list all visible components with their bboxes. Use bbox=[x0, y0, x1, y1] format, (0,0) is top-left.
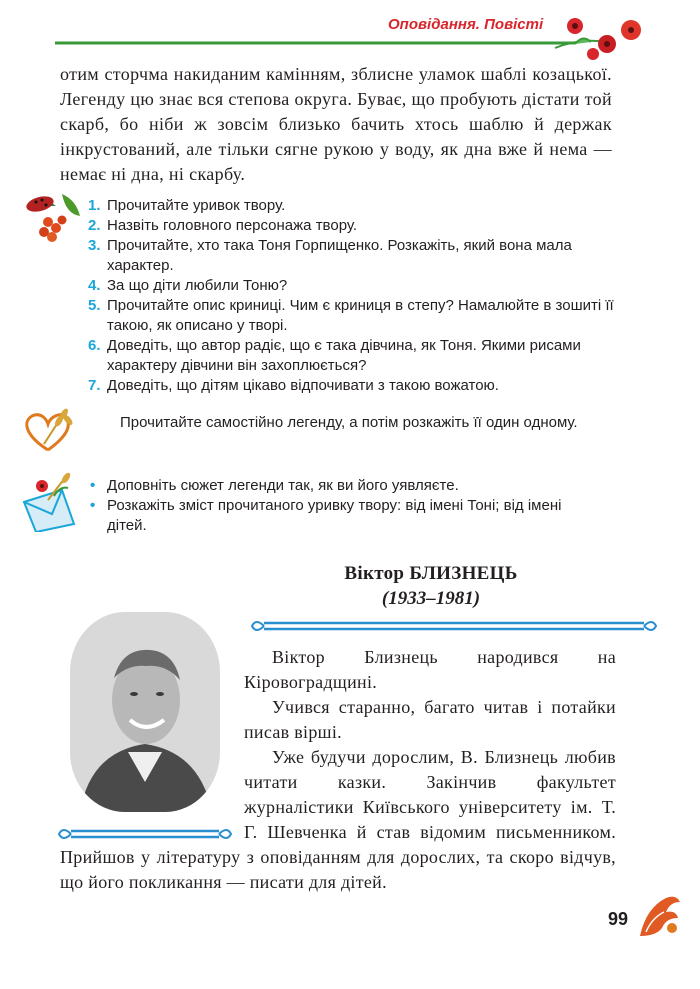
envelope-icon bbox=[18, 472, 98, 532]
task-list bbox=[88, 196, 614, 396]
task-item: 4. За що діти любили Тоню? bbox=[88, 277, 288, 294]
bio-paragraph: Уже будучи дорослим, В. Близнець любив читати казки. Закінчив факультет журналістики Київського університету ім. Т. Г. Шевченка й став відомим письменником. Прийшов у літературу з оповіданням для дорослих, та скоро відчув, що його покликання — писати для дітей. bbox=[60, 747, 616, 892]
task-item: 1. Прочитайте уривок твору. bbox=[88, 197, 286, 214]
creative-task-list bbox=[90, 476, 570, 536]
independent-task: Прочитайте самостійно легенду, а потім розкажіть її один одному. bbox=[120, 414, 578, 431]
section-title: Оповідання. Повісті bbox=[388, 16, 544, 33]
author-name: Віктор БЛИЗНЕЦЬ bbox=[344, 563, 518, 584]
task-item: 2. Назвіть головного персонажа твору. bbox=[88, 217, 358, 234]
bullet-item: • Доповніть сюжет легенди так, як ви його уявляєте. bbox=[90, 477, 459, 494]
ornamental-divider bbox=[248, 616, 660, 636]
author-years: (1933–1981) bbox=[381, 588, 481, 609]
task-item: 5. Прочитайте опис криниці. Чим є криниця в степу? Намалюйте в зошиті її такою, як описано у творі. bbox=[88, 297, 614, 334]
story-excerpt-ending: отим сторчма накиданим камінням, зблисне уламок шаблі козацької. Легенду цю знає вся степова округа. Буває, що пробують дістати той скарб, бо ніби ж зовсім близько бачить хтось шаблю й держак інкрустований, але тільки сягне рукою у воду, як дна вже й нема — немає ні дна, ні скарбу. bbox=[60, 64, 612, 184]
author-biography bbox=[60, 645, 616, 895]
bio-paragraph: Учився старанно, багато читав і потайки писав вірші. bbox=[244, 697, 616, 742]
ornamental-divider bbox=[55, 824, 235, 844]
task-item: 3. Прочитайте, хто така Тоня Горпищенко. Розкажіть, який вона мала характер. bbox=[88, 237, 572, 274]
bullet-item: • Розкажіть зміст прочитаного уривку твору: від імені Тоні; від імені дітей. bbox=[90, 497, 562, 534]
heart-wheat-icon bbox=[18, 404, 80, 456]
bio-paragraph: Віктор Близнець народився на Кіровоградщині. bbox=[244, 647, 616, 692]
corner-ornament-icon bbox=[636, 888, 684, 940]
header-rule bbox=[55, 40, 575, 46]
bullet-icon: • bbox=[90, 497, 96, 514]
berries-icon bbox=[18, 188, 88, 244]
page-number: 99 bbox=[608, 909, 629, 929]
bullet-icon: • bbox=[90, 477, 96, 494]
task-item: 7. Доведіть, що дітям цікаво відпочивати з такою вожатою. bbox=[88, 377, 499, 394]
task-item: 6. Доведіть, що автор радіє, що є така дівчина, як Тоня. Якими рисами характеру дівчини він захоплюється? bbox=[88, 337, 581, 374]
flower-ornament-icon bbox=[545, 14, 645, 62]
